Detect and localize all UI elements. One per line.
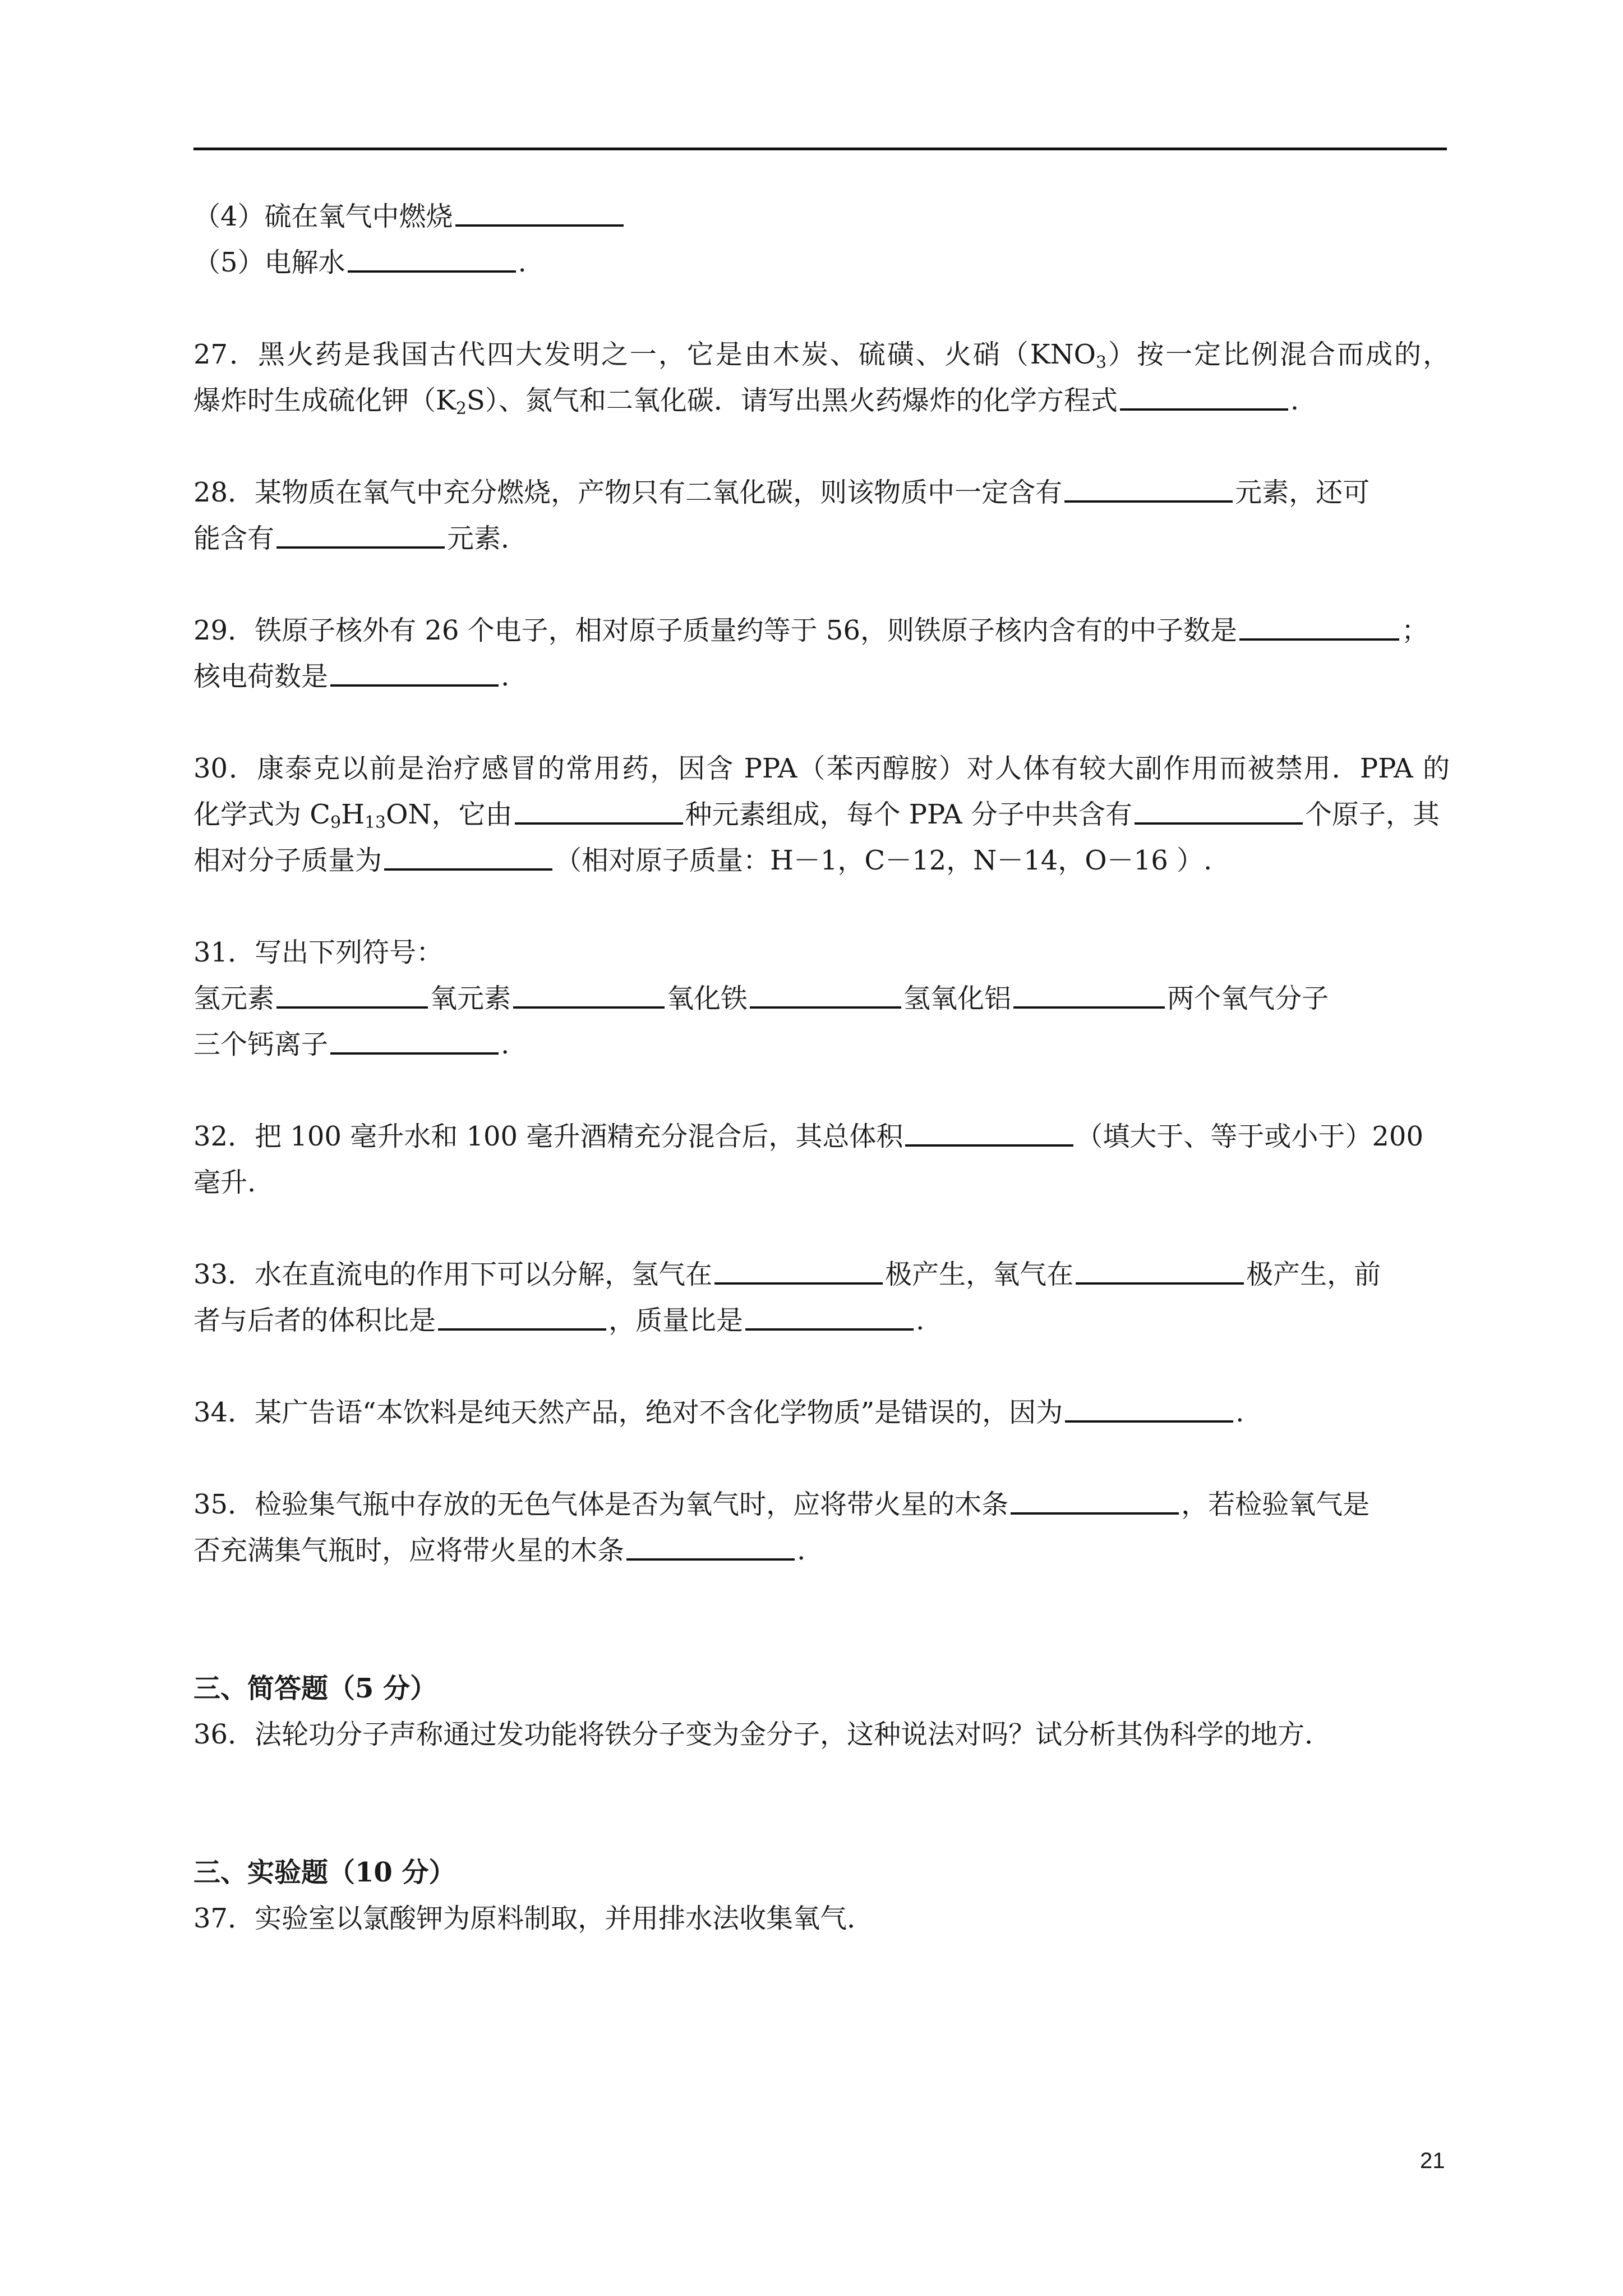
q37-text: 37．实验室以氯酸钾为原料制取，并用排水法收集氧气．: [193, 1903, 874, 1934]
q35-line1: 35．检验集气瓶中存放的无色气体是否为氧气时，应将带火星的木条 ，若检验氧气是: [193, 1481, 1450, 1527]
answer-blank[interactable]: [1013, 978, 1165, 1009]
answer-blank[interactable]: [384, 840, 552, 871]
q31-line1: 氢元素 氧元素 氧化铁 氢氧化铝 两个氧气分子: [193, 976, 1450, 1022]
answer-blank[interactable]: [750, 978, 901, 1009]
q28-line1: 28．某物质在氧气中充分燃烧，产物只有二氧化碳，则该物质中一定含有 元素，还可: [193, 470, 1450, 516]
q35-line2: 否充满集气瓶时，应将带火星的木条 .: [193, 1527, 1450, 1573]
answer-blank[interactable]: [348, 242, 516, 273]
header-rule: [193, 148, 1447, 150]
q29-line1: 29．铁原子核外有 26 个电子，相对原子质量约等于 56，则铁原子核内含有的中子数是 ；: [193, 608, 1450, 654]
q26-item4: （4）硫在氧气中燃烧: [193, 194, 1450, 240]
answer-blank[interactable]: [276, 978, 428, 1009]
section-heading-experiment: 三、实验题（10 分）: [193, 1857, 456, 1888]
q28-line2: 能含有 元素．: [193, 516, 1450, 562]
answer-blank[interactable]: [626, 1530, 795, 1561]
answer-blank[interactable]: [276, 518, 445, 549]
q32-line2: 毫升.: [193, 1167, 256, 1198]
answer-blank[interactable]: [515, 794, 683, 825]
answer-blank[interactable]: [1135, 794, 1303, 825]
q30-line1: 30．康泰克以前是治疗感冒的常用药，因含 PPA（苯丙醇胺）对人体有较大副作用而被禁用．PPA 的: [193, 753, 1450, 784]
q30-line3: 相对分子质量为 （相对原子质量：H－1，C－12，N－14，O－16 ）.: [193, 838, 1450, 884]
answer-blank[interactable]: [438, 1300, 606, 1331]
q34-line1: 34．某广告语“本饮料是纯天然产品，绝对不含化学物质”是错误的，因为 .: [193, 1389, 1450, 1435]
q26-item5: （5）电解水 .: [193, 240, 1450, 286]
answer-blank[interactable]: [455, 196, 624, 227]
q29-line2: 核电荷数是 .: [193, 654, 1450, 700]
answer-blank[interactable]: [905, 1116, 1073, 1147]
document-body: [193, 194, 1450, 1941]
answer-blank[interactable]: [1065, 1392, 1233, 1423]
answer-blank[interactable]: [1239, 610, 1399, 641]
answer-blank[interactable]: [1064, 472, 1233, 503]
answer-blank[interactable]: [1120, 380, 1288, 411]
answer-blank[interactable]: [1011, 1484, 1179, 1515]
q27-line1: 27．黑火药是我国古代四大发明之一，它是由木炭、硫磺、火硝$(KNO_3)$按一定比例混合而成的，: [193, 339, 1450, 372]
q31-line2: 三个钙离子 .: [193, 1022, 1450, 1068]
answer-blank[interactable]: [330, 656, 499, 687]
answer-blank[interactable]: [745, 1300, 914, 1331]
q27-line2: 爆炸时生成硫化钾$(K_2S)$、氮气和二氧化碳．请写出黑火药爆炸的化学方程式 .: [193, 378, 1450, 424]
page-number: 21: [1420, 2148, 1445, 2173]
q33-line1: 33．水在直流电的作用下可以分解，氢气在 极产生，氧气在 极产生，前: [193, 1251, 1450, 1297]
section-heading-short-answer: 三、简答题（5 分）: [193, 1673, 437, 1704]
q36-text: 36．法轮功分子声称通过发功能将铁分子变为金分子，这种说法对吗？试分析其伪科学的地方．: [193, 1719, 1332, 1750]
answer-blank[interactable]: [330, 1024, 499, 1055]
q31-title: 31．写出下列符号：: [193, 937, 444, 968]
q30-line2: 化学式为 $C_9H_{13}ON$，它由 种元素组成，每个 PPA 分子中共含有 个原子，其: [193, 792, 1450, 838]
answer-blank[interactable]: [1076, 1254, 1244, 1285]
answer-blank[interactable]: [513, 978, 665, 1009]
answer-blank[interactable]: [714, 1254, 883, 1285]
q32-line1: 32．把 100 毫升水和 100 毫升酒精充分混合后，其总体积 （填大于、等于或小于）200: [193, 1114, 1450, 1159]
q33-line2: 者与后者的体积比是 ，质量比是 .: [193, 1297, 1450, 1343]
